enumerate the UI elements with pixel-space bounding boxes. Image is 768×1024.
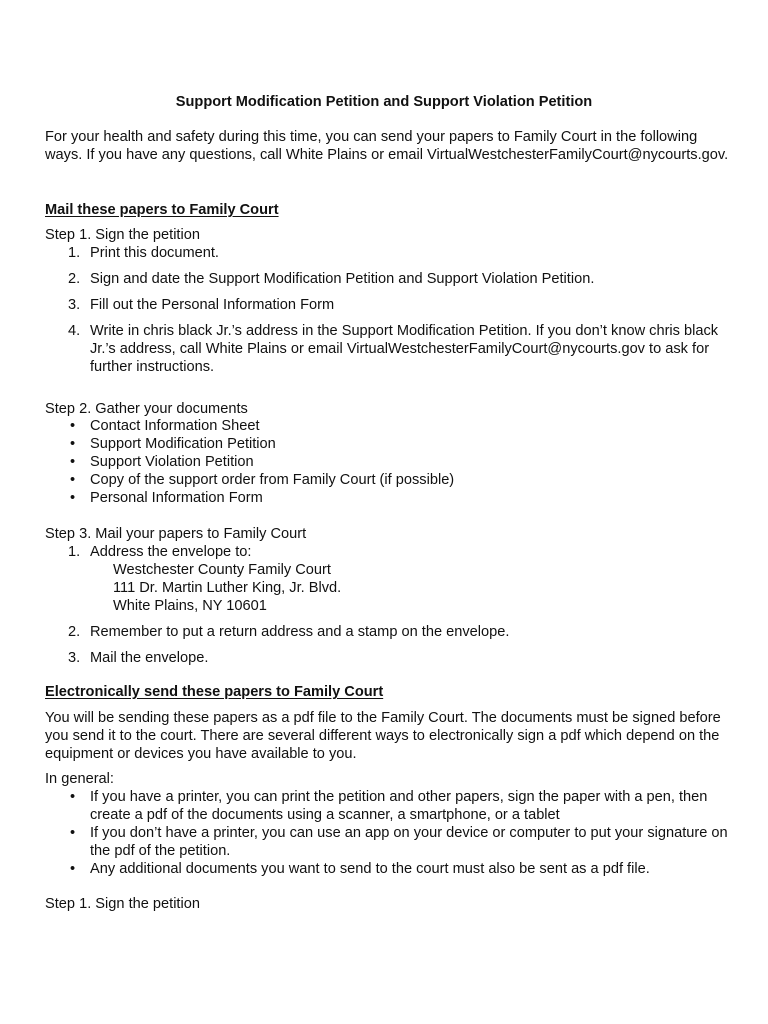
mail-step3-label: Step 3. Mail your papers to Family Court xyxy=(45,526,307,542)
in-general-label: In general: xyxy=(45,771,114,787)
list-item: • Copy of the support order from Family Court (if possible) xyxy=(70,472,455,488)
list-item: • Personal Information Form xyxy=(70,490,263,506)
electronic-bullet-list xyxy=(45,788,735,878)
mail-step2-label: Step 2. Gather your documents xyxy=(45,401,248,417)
list-item: 3. Fill out the Personal Information Form xyxy=(68,297,335,313)
list-item: 1. Print this document. xyxy=(68,245,219,261)
intro-paragraph: For your health and safety during this time, you can send your papers to Family Court in the following ways. If you have any questions, call White Plains or email VirtualWestchesterFamilyCourt@nycourts.gov. xyxy=(45,129,729,163)
address-line: Westchester County Family Court xyxy=(113,562,331,578)
list-item: 3. Mail the envelope. xyxy=(68,650,209,666)
list-item: • Any additional documents you want to send to the court must also be sent as a pdf file. xyxy=(70,861,650,877)
mail-step1-list xyxy=(45,244,735,384)
list-item: 2. Remember to put a return address and a stamp on the envelope. xyxy=(68,624,510,640)
list-item: • If you have a printer, you can print the petition and other papers, sign the paper with a pen, then create a pdf of the documents using a scanner, a smartphone, or a tablet xyxy=(70,789,708,823)
address-line: White Plains, NY 10601 xyxy=(113,598,267,614)
mail-step3-list xyxy=(45,543,735,675)
mail-step1-label: Step 1. Sign the petition xyxy=(45,227,200,243)
mail-step2-list xyxy=(45,417,735,507)
mail-section-heading: Mail these papers to Family Court xyxy=(45,202,279,218)
list-item: 1. Address the envelope to: Westchester County Family Court 111 Dr. Martin Luther King, Jr. Blvd. White Plains, NY 10601 xyxy=(45,543,735,615)
address-line: 111 Dr. Martin Luther King, Jr. Blvd. xyxy=(113,580,342,596)
list-item: • Support Modification Petition xyxy=(70,436,276,452)
page-title: Support Modification Petition and Support Violation Petition xyxy=(175,94,593,110)
list-item: • Contact Information Sheet xyxy=(70,418,260,434)
electronic-section-heading: Electronically send these papers to Family Court xyxy=(45,684,384,700)
list-item: • Support Violation Petition xyxy=(70,454,254,470)
list-item: • If you don’t have a printer, you can use an app on your device or computer to put your signature on the pdf of the petition. xyxy=(70,825,728,859)
electronic-step1-label: Step 1. Sign the petition xyxy=(45,896,200,912)
list-item: 4. Write in chris black Jr.’s address in the Support Modification Petition. If you don’t know chris black Jr.’s address, call White Plains or email VirtualWestchesterFamilyCourt@nycourts.gov to ask for further instructions. xyxy=(68,323,719,375)
electronic-intro-paragraph: You will be sending these papers as a pdf file to the Family Court. The documents must be signed before you send it to the court. There are several different ways to electronically sign a pdf which depend on the equipment or devices you have available to you. xyxy=(45,710,721,762)
list-item: 2. Sign and date the Support Modification Petition and Support Violation Petition. xyxy=(68,271,595,287)
